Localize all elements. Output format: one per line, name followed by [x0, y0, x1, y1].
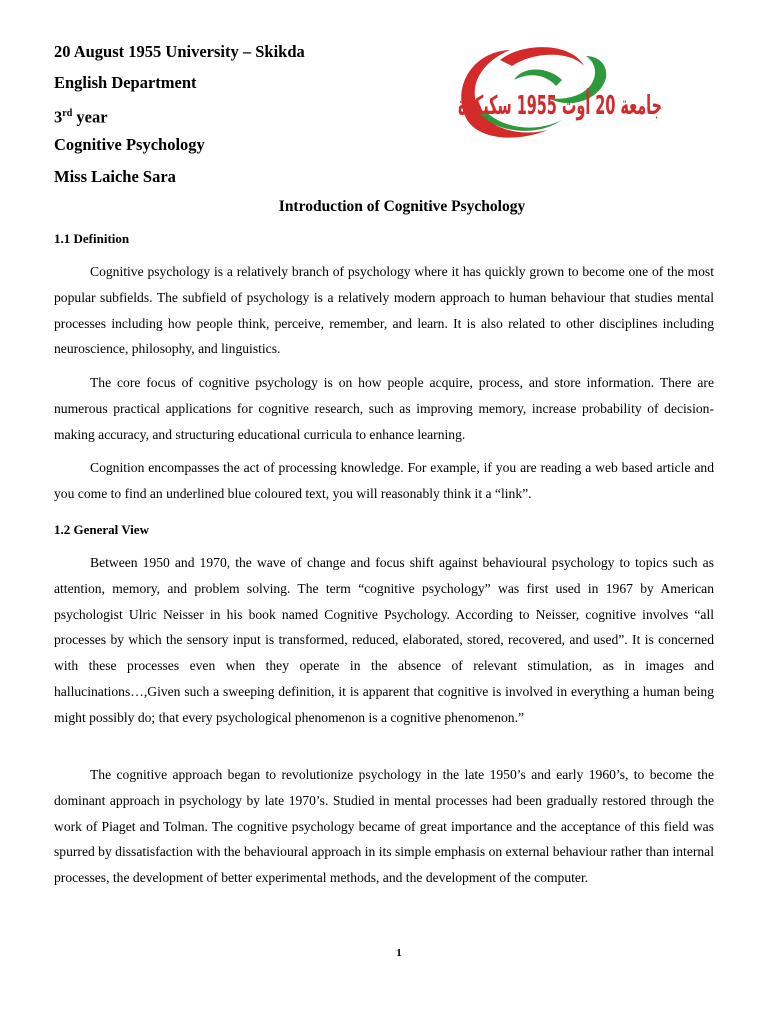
year-number: 3 — [54, 107, 63, 127]
paragraph-text: The core focus of cognitive psychology is on how people acquire, process, and store information. There are numerous practical applications for cognitive research, such as improving memory, increase probability of decision-making accuracy, and structuring educational curricula to enhance learning. — [54, 375, 714, 442]
document-title: Introduction of Cognitive Psychology — [278, 198, 526, 215]
paragraph — [54, 550, 714, 731]
paragraph — [54, 370, 714, 447]
page-number: 1 — [396, 947, 402, 959]
university-name: 20 August 1955 University – Skikda — [54, 42, 305, 61]
course-name: Cognitive Psychology — [54, 135, 205, 154]
teacher-name: Miss Laiche Sara — [54, 167, 176, 186]
paragraph-text: Cognitive psychology is a relatively branch of psychology where it has quickly grown to become one of the most popular subfields. The subfield of psychology is a relatively modern approach to human behaviour that studies mental processes including how people think, perceive, remember, and learn. It is also related to other disciplines including neuroscience, philosophy, and linguistics. — [54, 264, 714, 357]
year-suffix: rd — [62, 108, 73, 119]
paragraph-text: Between 1950 and 1970, the wave of change and focus shift against behavioural psychology to topics such as attention, memory, and problem solving. The term “cognitive psychology” was first used in 1967 by American psychologist Ulric Neisser in his book named Cognitive Psychology. According to Neisser, cognitive involves “all processes by which the sensory input is transformed, reduced, elaborated, stored, recovered, and used”. It is concerned with these processes even when they operate in the absence of relevant stimulation, as in images and hallucinations…,Given such a sweeping definition, it is apparent that cognitive is involved in everything a human being might possibly do; that every psychological phenomenon is a cognitive phenomenon.” — [54, 555, 714, 725]
section-heading: 1.1 Definition — [54, 231, 130, 246]
logo-arabic-text: جامعة 20 أوت 1955 سكيكدة — [458, 91, 700, 121]
paragraph — [54, 259, 714, 362]
paragraph — [54, 762, 714, 891]
department-name: English Department — [54, 73, 197, 92]
year-word: year — [72, 107, 108, 127]
study-year — [54, 104, 108, 128]
university-logo — [452, 40, 700, 150]
paragraph-text: Cognition encompasses the act of processing knowledge. For example, if you are reading a web based article and you come to find an underlined blue coloured text, you will reasonably think it a “link”. — [54, 460, 714, 501]
section-heading: 1.2 General View — [54, 522, 149, 537]
paragraph — [54, 455, 714, 507]
paragraph-text: The cognitive approach began to revolutionize psychology in the late 1950’s and early 1960’s, to become the dominant approach in psychology by late 1970’s. Studied in mental processes had been gradually restored through the work of Piaget and Tolman. The cognitive psychology became of great importance and the acceptance of this field was spurred by dissatisfaction with the behavioural approach in its simple emphasis on external behaviour rather than internal processes, the development of better experimental methods, and the development of the computer. — [54, 767, 714, 886]
